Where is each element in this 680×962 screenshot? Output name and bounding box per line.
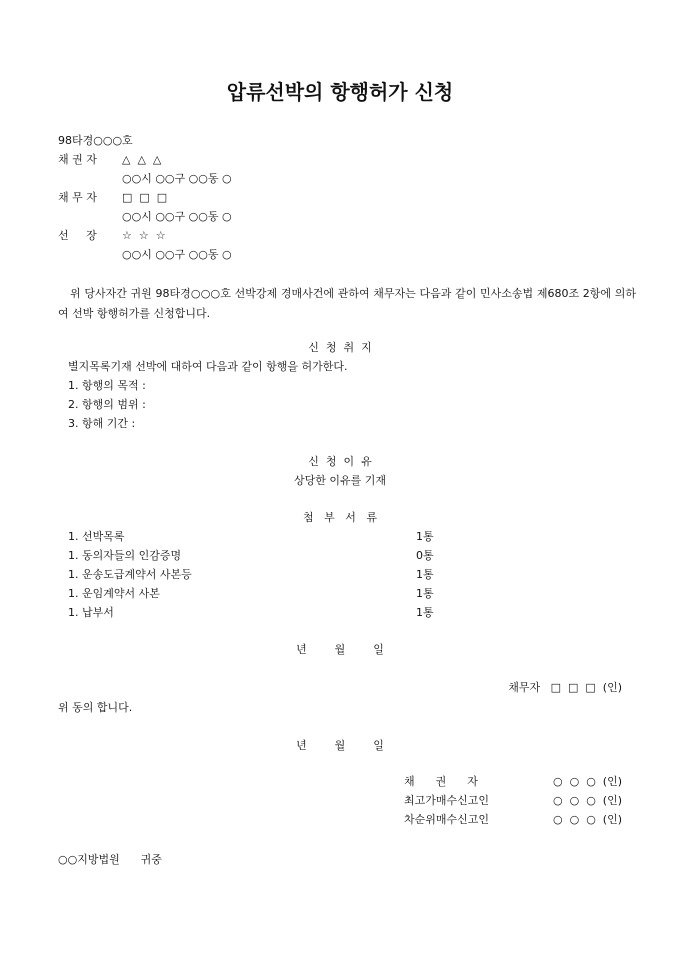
signer-mark: ○ ○ ○ (인) xyxy=(553,794,622,807)
attachment-name: 1. 운송도급계약서 사본등 xyxy=(68,568,192,581)
attachments-heading: 첨 부 서 류 xyxy=(303,511,377,524)
attachment-count: 1통 xyxy=(416,587,434,600)
reason-text: 상당한 이유를 기재 xyxy=(293,474,386,487)
attachment-name: 1. 선박목록 xyxy=(68,530,125,543)
attachment-count: 1통 xyxy=(416,530,434,543)
debtor-label: 채 무 자 xyxy=(58,191,97,204)
debtor-signature: 채무자 □ □ □ (인) xyxy=(508,681,622,694)
purpose-heading: 신 청 취 지 xyxy=(308,341,372,354)
purpose-item: 1. 항행의 목적 : xyxy=(68,379,146,392)
captain-address: ○○시 ○○구 ○○동 ○ xyxy=(122,248,232,261)
purpose-text: 별지목록기재 선박에 대하여 다음과 같이 항행을 허가한다. xyxy=(68,360,348,373)
captain-label: 선 장 xyxy=(58,229,97,242)
purpose-item: 3. 항해 기간 : xyxy=(68,417,136,430)
date-line: 년 월 일 xyxy=(296,643,384,656)
attachment-name: 1. 납부서 xyxy=(68,606,114,619)
attachment-count: 1통 xyxy=(416,606,434,619)
court-addressee: ○○지방법원 귀중 xyxy=(58,853,162,866)
debtor-name: □ □ □ xyxy=(122,191,168,204)
reason-heading: 신 청 이 유 xyxy=(308,455,372,468)
debtor-address: ○○시 ○○구 ○○동 ○ xyxy=(122,210,232,223)
intro-paragraph: 위 당사자간 귀원 98타경○○○호 선박강제 경매사건에 관하여 채무자는 다음과 같이 민사소송법 제680조 2항에 의하여 선박 항행허가를 신청합니다. xyxy=(58,287,636,320)
page-title: 압류선박의 항행허가 신청 xyxy=(226,80,454,104)
signer-role: 차순위매수신고인 xyxy=(404,813,490,826)
signer-role: 최고가매수신고인 xyxy=(404,794,490,807)
purpose-item: 2. 항행의 범위 : xyxy=(68,398,146,411)
captain-name: ☆ ☆ ☆ xyxy=(122,229,166,242)
signer-mark: ○ ○ ○ (인) xyxy=(553,813,622,826)
creditor-address: ○○시 ○○구 ○○동 ○ xyxy=(122,172,232,185)
attachment-name: 1. 운임계약서 사본 xyxy=(68,587,160,600)
case-number: 98타경○○○호 xyxy=(58,134,133,147)
creditor-name: △ △ △ xyxy=(122,153,162,166)
signer-mark: ○ ○ ○ (인) xyxy=(553,775,622,788)
attachment-count: 0통 xyxy=(416,549,434,562)
signer-role: 채 권 자 xyxy=(404,775,478,788)
attachment-count: 1통 xyxy=(416,568,434,581)
consent-text: 위 동의 합니다. xyxy=(58,701,133,714)
date-line-2: 년 월 일 xyxy=(296,739,384,752)
attachment-name: 1. 동의자들의 인감증명 xyxy=(68,549,182,562)
creditor-label: 채 권 자 xyxy=(58,153,97,166)
